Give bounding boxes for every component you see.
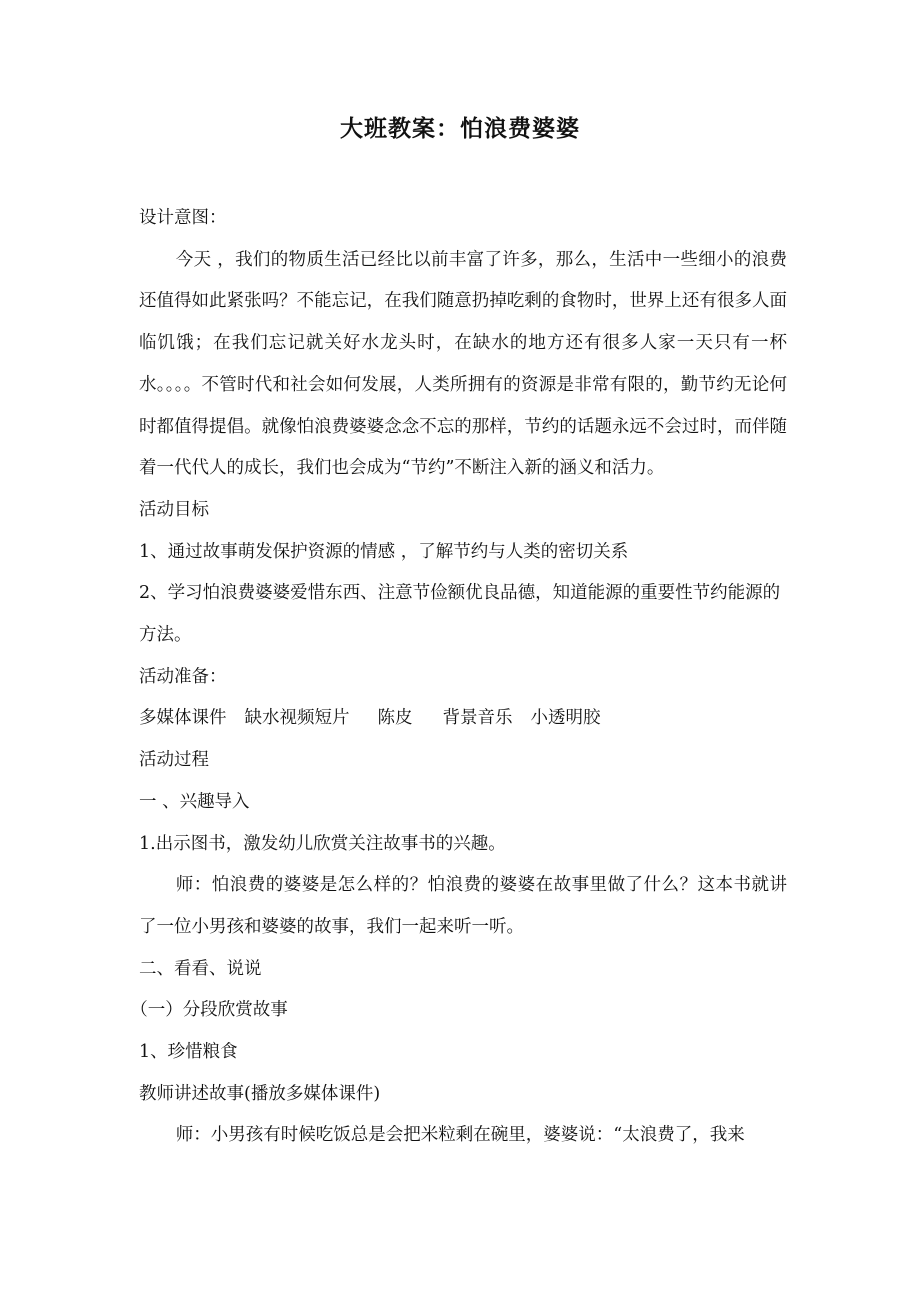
- step-1-heading: 一 、兴趣导入: [139, 791, 250, 812]
- step-1-teacher-paragraph: 师：怕浪费的婆婆是怎么样的？怕浪费的婆婆在故事里做了什么？这本书就讲了一位小男孩和婆婆的故事，我们一起来听一听。: [139, 875, 787, 937]
- prep-item: 背景音乐: [442, 708, 513, 729]
- design-paragraph: 今天 ，我们的物质生活已经比以前丰富了许多，那么，生活中一些细小的浪费还值得如此紧张吗？不能忘记，在我们随意扔掉吃剩的食物时，世界上还有很多人面临饥饿；在我们忘记就关好水龙头时，在缺水的地方还有很多人家一天只有一杯水。。。。不管时代和社会如何发展，人类所拥有的资源是非常有限的，勤节约无论何时都值得提倡。就像怕浪费婆婆念念不忘的那样，节约的话题永远不会过时，而伴随着一代代人的成长，我们也会成为“节约”不断注入新的涵义和活力。: [139, 249, 787, 479]
- prep-materials-list: [139, 698, 787, 740]
- prep-item: 小透明胶: [530, 708, 601, 729]
- design-heading: 设计意图：: [139, 208, 227, 228]
- prep-item: 缺水视频短片: [244, 708, 350, 729]
- step-2-subheading: （一）分段欣赏故事: [130, 1000, 288, 1021]
- step-2-narration: 教师讲述故事(播放多媒体课件): [139, 1083, 381, 1104]
- prep-heading: 活动准备：: [139, 666, 227, 687]
- step-2-heading: 二、看看、说说: [139, 958, 262, 979]
- document-body: [130, 198, 787, 1157]
- goals-heading: 活动目标: [139, 499, 209, 520]
- prep-item: 多媒体课件: [139, 708, 227, 729]
- step-2-item: 1、珍惜粮食: [139, 1042, 238, 1063]
- process-heading: 活动过程: [139, 750, 209, 771]
- step-1-item: 1.出示图书，激发幼儿欣赏关注故事书的兴趣。: [139, 833, 506, 854]
- goal-item-1: 1、通过故事萌发保护资源的情感 ，了解节约与人类的密切关系: [139, 541, 629, 562]
- goal-item-2: 2、学习怕浪费婆婆爱惜东西、注意节俭额优良品德，知道能源的重要性节约能源的方法。: [139, 583, 781, 646]
- step-2-teacher-paragraph: 师：小男孩有时候吃饭总是会把米粒剩在碗里，婆婆说：“太浪费了，我来: [175, 1125, 745, 1146]
- prep-item: 陈皮: [377, 708, 413, 729]
- document-title: 大班教案：怕浪费婆婆: [340, 116, 580, 142]
